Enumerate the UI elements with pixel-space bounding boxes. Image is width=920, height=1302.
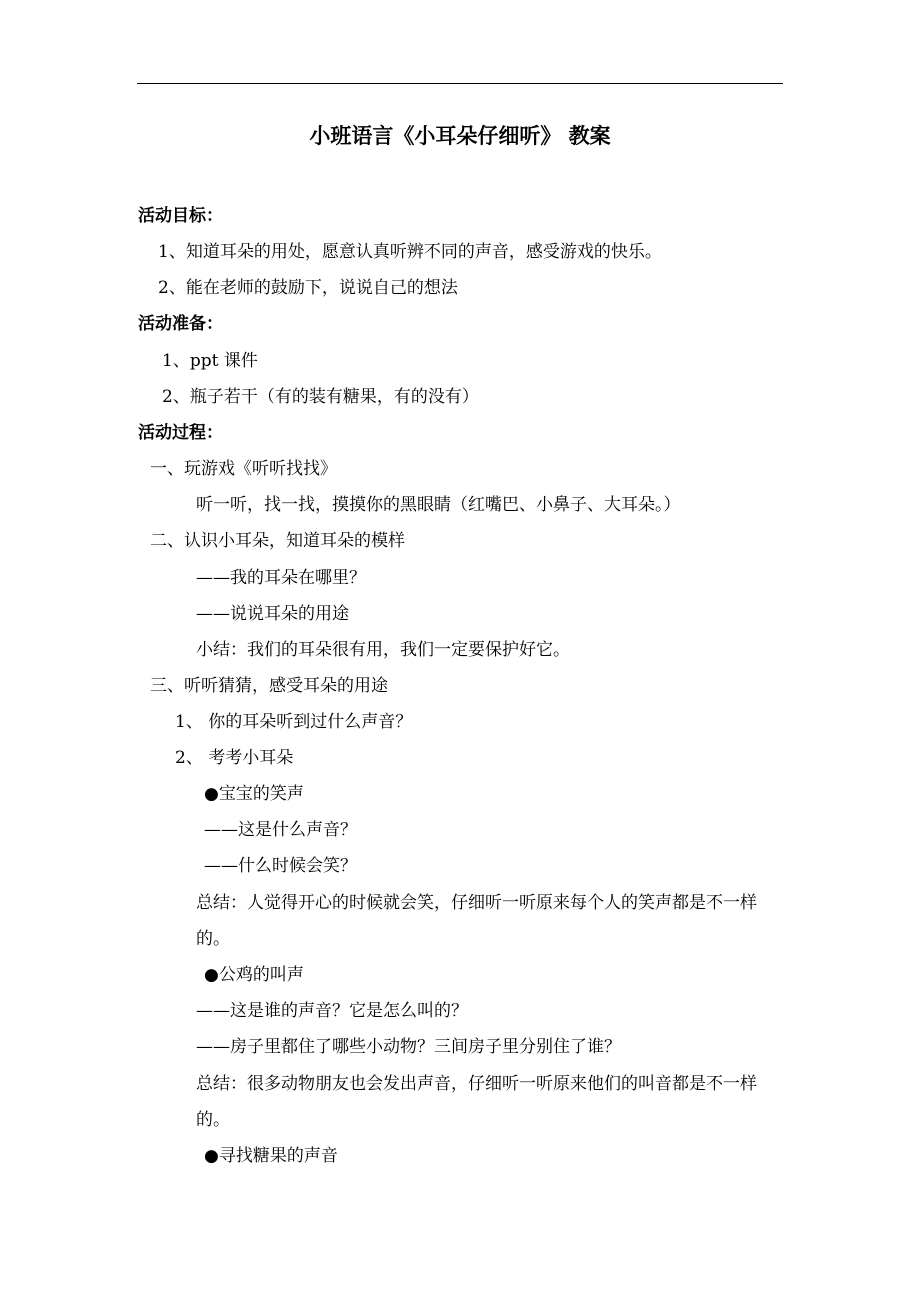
process-line: ——什么时候会笑？	[204, 856, 357, 876]
goal-item: 2、能在老师的鼓励下，说说自己的想法	[158, 278, 458, 298]
goal-item: 1、知道耳朵的用处，愿意认真听辨不同的声音，感受游戏的快乐。	[158, 242, 662, 262]
process-step: 一、玩游戏《听听找找》	[150, 459, 337, 479]
process-line: ——房子里都住了哪些小动物？三间房子里分别住了谁？	[196, 1037, 621, 1057]
goals-heading: 活动目标：	[138, 206, 223, 226]
bullet-summary: 总结：很多动物朋友也会发出声音，仔细听一听原来他们的叫音都是不一样的。	[196, 1074, 757, 1130]
process-step: 三、听听猜猜，感受耳朵的用途	[150, 676, 388, 696]
bullet-item: ●寻找糖果的声音	[204, 1146, 338, 1166]
bullet-item: ●公鸡的叫声	[204, 965, 304, 985]
process-line: ——这是什么声音？	[204, 820, 357, 840]
prep-heading: 活动准备：	[138, 314, 223, 334]
process-line: 听一听，找一找，摸摸你的黑眼睛（红嘴巴、小鼻子、大耳朵。）	[196, 495, 681, 515]
process-substep: 1、 你的耳朵听到过什么声音？	[175, 712, 413, 732]
prep-item: 2、瓶子若干（有的装有糖果，有的没有）	[162, 387, 479, 407]
process-line: ——说说耳朵的用途	[196, 604, 349, 624]
bullet-summary: 总结：人觉得开心的时候就会笑，仔细听一听原来每个人的笑声都是不一样的。	[196, 893, 757, 949]
process-substep: 2、 考考小耳朵	[175, 748, 294, 768]
page-title: 小班语言《小耳朵仔细听》 教案	[309, 124, 611, 148]
process-line: ——我的耳朵在哪里？	[196, 568, 366, 588]
process-summary: 小结：我们的耳朵很有用，我们一定要保护好它。	[196, 640, 570, 660]
process-heading: 活动过程：	[138, 423, 223, 443]
bullet-item: ●宝宝的笑声	[204, 784, 304, 804]
prep-item: 1、ppt 课件	[162, 351, 258, 371]
header-rule	[137, 83, 783, 84]
process-step: 二、认识小耳朵，知道耳朵的模样	[150, 531, 405, 551]
process-line: ——这是谁的声音？它是怎么叫的？	[196, 1001, 468, 1021]
